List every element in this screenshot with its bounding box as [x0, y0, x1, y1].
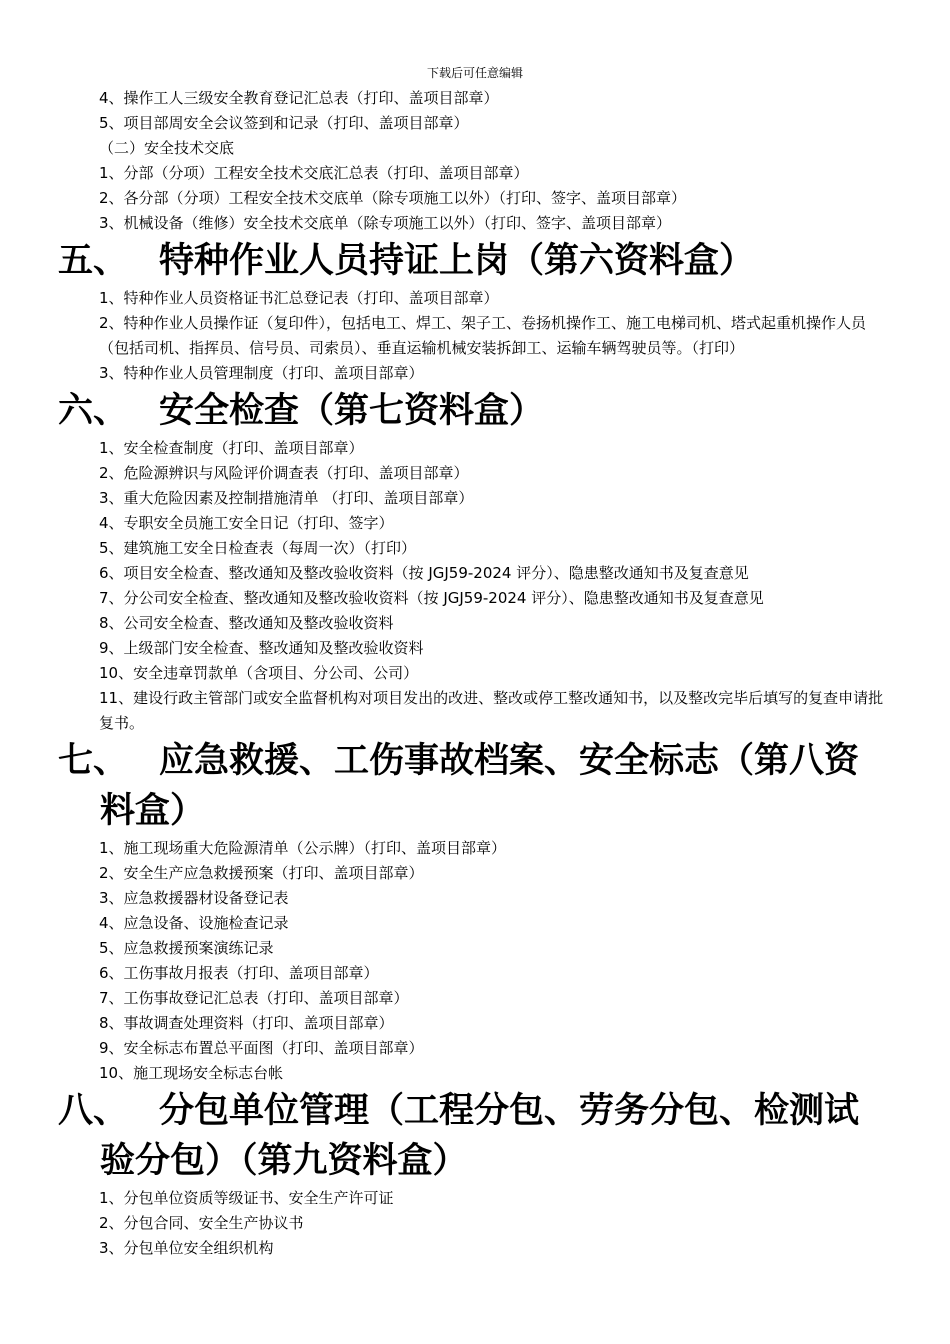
list-item: 6、工伤事故月报表（打印、盖项目部章） [99, 964, 379, 982]
list-item: 4、操作工人三级安全教育登记汇总表（打印、盖项目部章） [99, 89, 499, 107]
list-item: 1、施工现场重大危险源清单（公示牌）（打印、盖项目部章） [99, 839, 507, 857]
list-item: 10、安全违章罚款单（含项目、分公司、公司） [99, 664, 419, 682]
list-item: 3、应急救援器材设备登记表 [99, 889, 289, 907]
list-item: 1、安全检查制度（打印、盖项目部章） [99, 439, 364, 457]
list-item: 3、分包单位安全组织机构 [99, 1239, 274, 1257]
document-body [0, 86, 950, 1261]
list-item: 4、应急设备、设施检查记录 [99, 914, 289, 932]
list-item: 5、项目部周安全会议签到和记录（打印、盖项目部章） [99, 114, 469, 132]
list-item: 7、工伤事故登记汇总表（打印、盖项目部章） [99, 989, 409, 1007]
list-item: 3、重大危险因素及控制措施清单 （打印、盖项目部章） [99, 489, 474, 507]
list-item: 1、分部（分项）工程安全技术交底汇总表（打印、盖项目部章） [99, 164, 529, 182]
page-header: 下载后可任意编辑 [426, 66, 523, 80]
list-item: 2、特种作业人员操作证（复印件），包括电工、焊工、架子工、卷扬机操作工、施工电梯司机、塔式起重机操作人员（包括司机、指挥员、信号员、司索员）、垂直运输机械安装拆卸工、运输车辆驾驶员等。（打印） [99, 314, 867, 357]
list-item: 8、公司安全检查、整改通知及整改验收资料 [99, 614, 394, 632]
list-item: 1、特种作业人员资格证书汇总登记表（打印、盖项目部章） [99, 289, 499, 307]
subsection-title: （二）安全技术交底 [99, 139, 235, 157]
list-item: 2、分包合同、安全生产协议书 [99, 1214, 304, 1232]
list-item: 3、特种作业人员管理制度（打印、盖项目部章） [99, 364, 424, 382]
section-title-line1: 应急救援、工伤事故档案、安全标志（第八资 [159, 741, 860, 781]
list-item: 2、危险源辨识与风险评价调查表（打印、盖项目部章） [99, 464, 469, 482]
section-heading-8 [0, 1086, 950, 1186]
list-item: 2、各分部（分项）工程安全技术交底单（除专项施工以外）（打印、签字、盖项目部章） [99, 189, 687, 207]
section-title-line2: 验分包）（第九资料盒） [100, 1141, 468, 1181]
list-item: 7、分公司安全检查、整改通知及整改验收资料（按 JGJ59-2024 评分）、隐患整改通知书及复查意见 [99, 589, 764, 607]
section-number: 八、 [58, 1091, 129, 1131]
section-number: 七、 [58, 741, 129, 781]
list-item: 5、应急救援预案演练记录 [99, 939, 274, 957]
list-item: 4、专职安全员施工安全日记（打印、签字） [99, 514, 394, 532]
list-item: 9、安全标志布置总平面图（打印、盖项目部章） [99, 1039, 424, 1057]
section-number: 五、 [58, 241, 129, 281]
list-item: 8、事故调查处理资料（打印、盖项目部章） [99, 1014, 394, 1032]
section-heading-6 [0, 386, 950, 436]
section-title-line1: 分包单位管理（工程分包、劳务分包、检测试 [159, 1091, 860, 1131]
list-item: 1、分包单位资质等级证书、安全生产许可证 [99, 1189, 394, 1207]
section-heading-7 [0, 736, 950, 836]
section-title: 安全检查（第七资料盒） [159, 391, 545, 431]
list-item: 11、建设行政主管部门或安全监督机构对项目发出的改进、整改或停工整改通知书，以及整改完毕后填写的复查申请批复书。 [99, 689, 884, 732]
section-heading-5 [0, 236, 950, 286]
section-title-line2: 料盒） [100, 791, 206, 831]
section-number: 六、 [58, 391, 129, 431]
list-item: 6、项目安全检查、整改通知及整改验收资料（按 JGJ59-2024 评分）、隐患整改通知书及复查意见 [99, 564, 749, 582]
list-item: 10、施工现场安全标志台帐 [99, 1064, 284, 1082]
list-item: 2、安全生产应急救援预案（打印、盖项目部章） [99, 864, 424, 882]
list-item: 3、机械设备（维修）安全技术交底单（除专项施工以外）（打印、签字、盖项目部章） [99, 214, 672, 232]
list-item: 9、上级部门安全检查、整改通知及整改验收资料 [99, 639, 424, 657]
list-item: 5、建筑施工安全日检查表（每周一次）（打印） [99, 539, 417, 557]
section-title: 特种作业人员持证上岗（第六资料盒） [159, 241, 755, 281]
